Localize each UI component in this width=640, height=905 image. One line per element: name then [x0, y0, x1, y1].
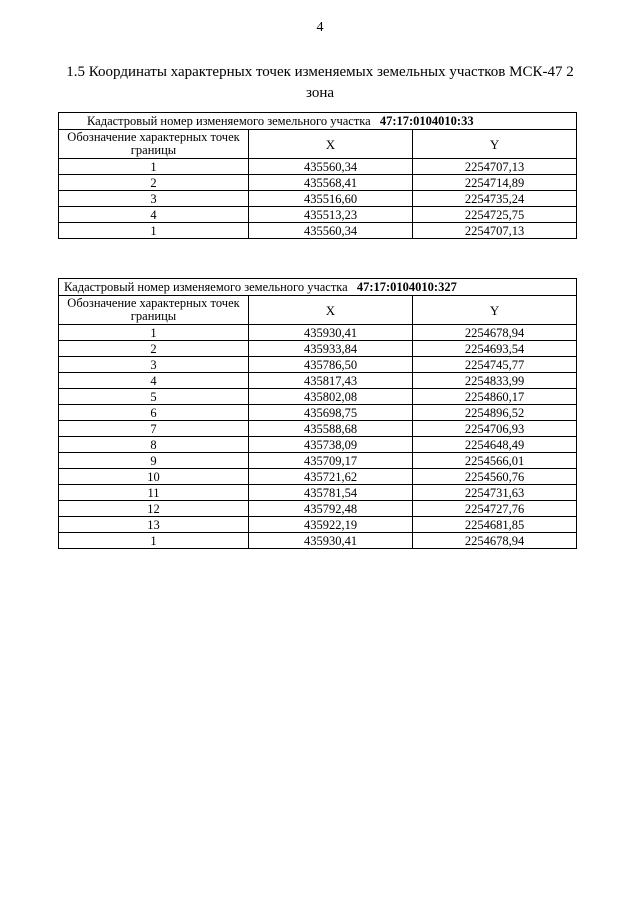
x-cell: 435802,08 — [249, 389, 413, 405]
cadastral-cell — [59, 113, 577, 130]
point-cell: 2 — [59, 175, 249, 191]
x-cell: 435560,34 — [249, 223, 413, 239]
header-point: Обозначение характерных точек границы — [59, 296, 249, 325]
x-cell: 435568,41 — [249, 175, 413, 191]
point-cell: 12 — [59, 501, 249, 517]
y-cell: 2254860,17 — [413, 389, 577, 405]
x-cell: 435516,60 — [249, 191, 413, 207]
x-cell: 435933,84 — [249, 341, 413, 357]
point-cell: 4 — [59, 373, 249, 389]
coordinates-table-2 — [58, 278, 577, 549]
header-x: X — [249, 130, 413, 159]
table-body — [59, 279, 577, 549]
x-cell: 435930,41 — [249, 325, 413, 341]
point-cell: 1 — [59, 159, 249, 175]
section-title: 1.5 Координаты характерных точек изменяемых земельных участков МСК-47 2 зона — [66, 64, 574, 101]
x-cell: 435792,48 — [249, 501, 413, 517]
y-cell: 2254725,75 — [413, 207, 577, 223]
table-row — [59, 485, 577, 501]
point-cell: 9 — [59, 453, 249, 469]
point-cell: 13 — [59, 517, 249, 533]
cadastral-number: 47:17:0104010:33 — [379, 114, 474, 128]
header-y: Y — [413, 130, 577, 159]
table-row — [59, 191, 577, 207]
x-cell: 435698,75 — [249, 405, 413, 421]
y-cell: 2254681,85 — [413, 517, 577, 533]
point-cell: 1 — [59, 325, 249, 341]
x-cell: 435781,54 — [249, 485, 413, 501]
table-row — [59, 501, 577, 517]
point-cell: 6 — [59, 405, 249, 421]
x-cell: 435786,50 — [249, 357, 413, 373]
cadastral-cell — [59, 279, 577, 296]
table-row — [59, 421, 577, 437]
point-cell: 8 — [59, 437, 249, 453]
table-row — [59, 389, 577, 405]
table-row — [59, 207, 577, 223]
table-row — [59, 223, 577, 239]
cadastral-label: Кадастровый номер изменяемого земельного участка — [87, 114, 371, 128]
table-row — [59, 533, 577, 549]
y-cell: 2254678,94 — [413, 325, 577, 341]
x-cell: 435721,62 — [249, 469, 413, 485]
point-cell: 2 — [59, 341, 249, 357]
cadastral-label: Кадастровый номер изменяемого земельного участка — [64, 280, 348, 294]
table-row — [59, 517, 577, 533]
table-row — [59, 341, 577, 357]
header-y: Y — [413, 296, 577, 325]
y-cell: 2254706,93 — [413, 421, 577, 437]
y-cell: 2254678,94 — [413, 533, 577, 549]
x-cell: 435930,41 — [249, 533, 413, 549]
point-cell: 1 — [59, 533, 249, 549]
point-cell: 5 — [59, 389, 249, 405]
cadastral-row — [59, 279, 577, 296]
page-number: 4 — [316, 20, 324, 35]
header-x: X — [249, 296, 413, 325]
x-cell: 435817,43 — [249, 373, 413, 389]
cadastral-number: 47:17:0104010:327 — [356, 280, 457, 294]
point-cell: 3 — [59, 357, 249, 373]
table-body — [59, 113, 577, 239]
header-row — [59, 296, 577, 325]
table-row — [59, 357, 577, 373]
header-point: Обозначение характерных точек границы — [59, 130, 249, 159]
table-row — [59, 405, 577, 421]
y-cell: 2254714,89 — [413, 175, 577, 191]
coordinates-table-1 — [58, 112, 577, 239]
table-row — [59, 453, 577, 469]
x-cell: 435588,68 — [249, 421, 413, 437]
point-cell: 7 — [59, 421, 249, 437]
table-row — [59, 159, 577, 175]
point-cell: 3 — [59, 191, 249, 207]
x-cell: 435513,23 — [249, 207, 413, 223]
point-cell: 4 — [59, 207, 249, 223]
table-row — [59, 469, 577, 485]
y-cell: 2254745,77 — [413, 357, 577, 373]
point-cell: 10 — [59, 469, 249, 485]
y-cell: 2254735,24 — [413, 191, 577, 207]
table-row — [59, 373, 577, 389]
y-cell: 2254731,63 — [413, 485, 577, 501]
y-cell: 2254693,54 — [413, 341, 577, 357]
point-cell: 1 — [59, 223, 249, 239]
y-cell: 2254707,13 — [413, 223, 577, 239]
table-row — [59, 325, 577, 341]
y-cell: 2254707,13 — [413, 159, 577, 175]
x-cell: 435922,19 — [249, 517, 413, 533]
x-cell: 435560,34 — [249, 159, 413, 175]
y-cell: 2254648,49 — [413, 437, 577, 453]
table-row — [59, 175, 577, 191]
x-cell: 435738,09 — [249, 437, 413, 453]
header-row — [59, 130, 577, 159]
y-cell: 2254566,01 — [413, 453, 577, 469]
x-cell: 435709,17 — [249, 453, 413, 469]
point-cell: 11 — [59, 485, 249, 501]
table-row — [59, 437, 577, 453]
y-cell: 2254896,52 — [413, 405, 577, 421]
cadastral-row — [59, 113, 577, 130]
y-cell: 2254727,76 — [413, 501, 577, 517]
y-cell: 2254560,76 — [413, 469, 577, 485]
y-cell: 2254833,99 — [413, 373, 577, 389]
